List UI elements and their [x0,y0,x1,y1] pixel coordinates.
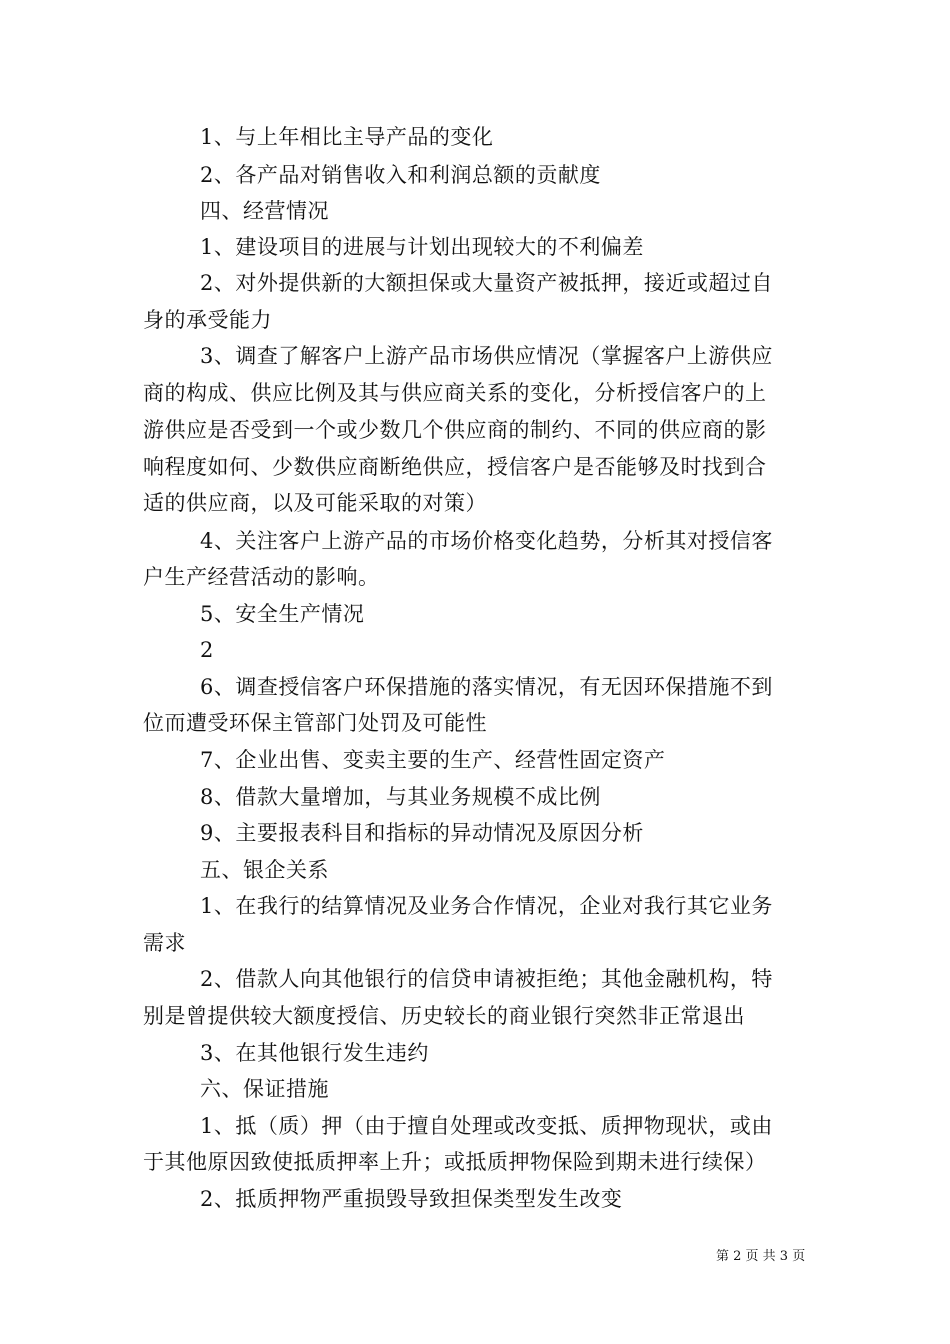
text-line: 2、各产品对销售收入和利润总额的贡献度 [200,163,601,187]
text-line: 9、主要报表科目和指标的异动情况及原因分析 [200,821,644,845]
text-line: 响程度如何、少数供应商断绝供应，授信客户是否能够及时找到合 [143,455,767,479]
text-line: 3、调查了解客户上游产品市场供应情况（掌握客户上游供应 [200,344,773,368]
text-line: 1、建设项目的进展与计划出现较大的不利偏差 [200,235,644,259]
section-heading: 五、银企关系 [200,858,329,882]
page-number-inline: 2 [200,638,214,662]
text-line: 需求 [143,931,186,955]
text-line: 6、调查授信客户环保措施的落实情况，有无因环保措施不到 [200,675,773,699]
text-line: 4、关注客户上游产品的市场价格变化趋势，分析其对授信客 [200,529,773,553]
text-line: 5、安全生产情况 [200,602,365,626]
text-line: 适的供应商，以及可能采取的对策） [143,491,487,515]
text-line: 3、在其他银行发生违约 [200,1041,429,1065]
text-line: 2、借款人向其他银行的信贷申请被拒绝；其他金融机构，特 [200,967,773,991]
text-line: 8、借款大量增加，与其业务规模不成比例 [200,785,601,809]
text-line: 户生产经营活动的影响。 [143,565,380,589]
page-footer: 第 2 页 共 3 页 [716,1249,806,1264]
text-line: 别是曾提供较大额度授信、历史较长的商业银行突然非正常退出 [143,1004,745,1028]
text-line: 位而遭受环保主管部门处罚及可能性 [143,711,487,735]
text-line: 1、抵（质）押（由于擅自处理或改变抵、质押物现状，或由 [200,1114,773,1138]
text-line: 7、企业出售、变卖主要的生产、经营性固定资产 [200,748,666,772]
text-line: 商的构成、供应比例及其与供应商关系的变化，分析授信客户的上 [143,381,767,405]
text-line: 2、对外提供新的大额担保或大量资产被抵押，接近或超过自 [200,271,773,295]
text-line: 身的承受能力 [143,308,272,332]
text-line: 2、抵质押物严重损毁导致担保类型发生改变 [200,1187,623,1211]
text-line: 于其他原因致使抵质押率上升；或抵质押物保险到期未进行续保） [143,1150,767,1174]
text-line: 游供应是否受到一个或少数几个供应商的制约、不同的供应商的影 [143,418,767,442]
section-heading: 六、保证措施 [200,1077,329,1101]
section-heading: 四、经营情况 [200,199,329,223]
text-line: 1、与上年相比主导产品的变化 [200,125,494,149]
text-line: 1、在我行的结算情况及业务合作情况，企业对我行其它业务 [200,894,773,918]
